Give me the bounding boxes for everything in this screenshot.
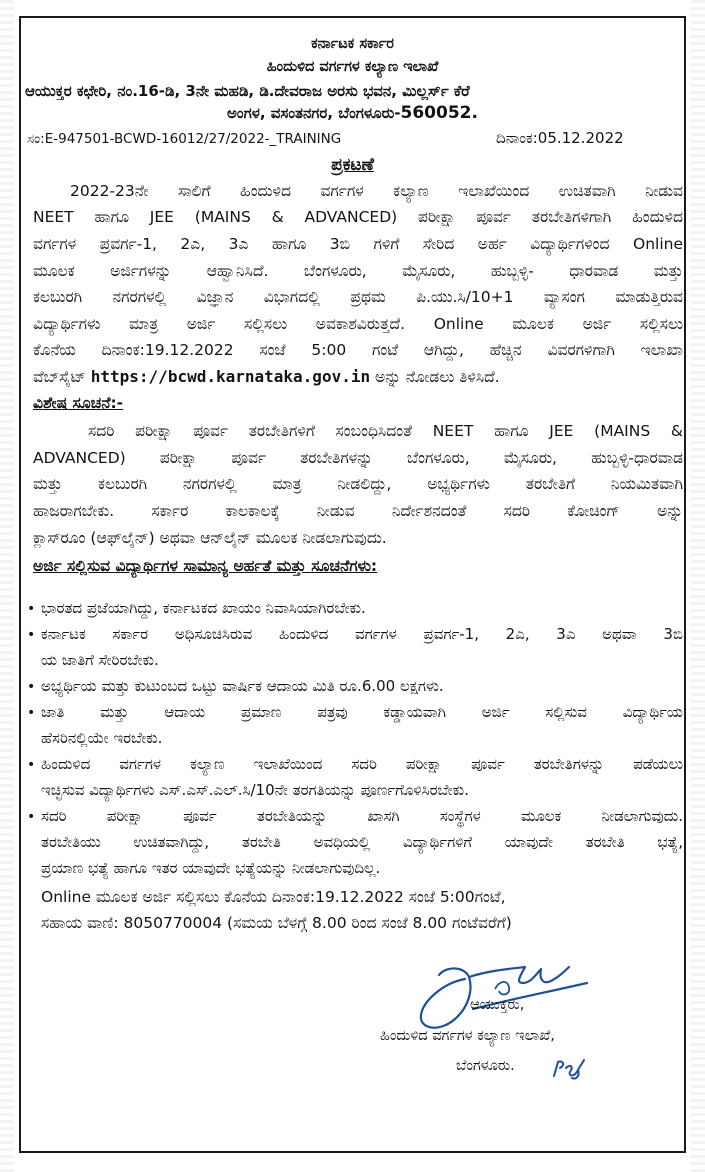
eligibility-item-5-line-2: ಇಚ್ಛಿಸುವ ವಿದ್ಯಾರ್ಥಿಗಳು ಎಸ್.ಎಸ್.ಎಲ್.ಸಿ/10ನೇ ತರಗತಿಯನ್ನು ಪೂರ್ಣಗೊಳಿಸಿರಬೇಕು.: [41, 781, 469, 799]
eligibility-heading: ಅರ್ಜಿ ಸಲ್ಲಿಸುವ ವಿದ್ಯಾರ್ಥಿಗಳ ಸಾಮಾನ್ಯ ಅರ್ಹತೆ ಮತ್ತು ಸೂಚನೆಗಳು:: [33, 557, 378, 575]
government-name: ಕರ್ನಾಟಕ ಸರ್ಕಾರ: [311, 36, 394, 52]
special-note-line-1: ಸದರಿ ಪರೀಕ್ಷಾ ಪೂರ್ವ ತರಬೇತಿಗಳಿಗೆ ಸಂಬಂಧಿಸಿದಂತೆ NEET ಹಾಗೂ JEE (MAINS &: [88, 422, 683, 440]
eligibility-item-4-line-1: ಜಾತಿ ಮತ್ತು ಆದಾಯ ಪ್ರಮಾಣ ಪತ್ರವು ಕಡ್ಡಾಯವಾಗಿ ಅರ್ಜಿ ಸಲ್ಲಿಸುವ ವಿದ್ಯಾರ್ಥಿಯ: [41, 703, 683, 721]
special-note-line-5: ಕ್ಲಾಸ್‌ರೂಂ (ಆಫ್‌ಲೈನ್) ಅಥವಾ ಆನ್‌ಲೈನ್ ಮೂಲಕ ನೀಡಲಾಗುವುದು.: [33, 529, 387, 547]
signature-graphic: [403, 953, 593, 1035]
signatory-department: ಹಿಂದುಳಿದ ವರ್ಗಗಳ ಕಲ್ಯಾಣ ಇಲಾಖೆ,: [380, 1028, 555, 1044]
body-line-1: 2022-23ನೇ ಸಾಲಿಗೆ ಹಿಂದುಳಿದ ವರ್ಗಗಳ ಕಲ್ಯಾಣ ಇಲಾಖೆಯಿಂದ ಉಚಿತವಾಗಿ ನೀಡುವ: [70, 182, 683, 200]
left-scan-edge: [0, 0, 14, 1172]
eligibility-item-6-line-3: ಪ್ರಯಾಣ ಭತ್ಯೆ ಹಾಗೂ ಇತರ ಯಾವುದೇ ಭತ್ಯೆಯನ್ನು ನೀಡಲಾಗುವುದಿಲ್ಲ.: [41, 859, 381, 877]
website-suffix: ಅನ್ನು ನೋಡಲು ತಿಳಿಸಿದೆ.: [370, 368, 500, 386]
eligibility-item-1: ಭಾರತದ ಪ್ರಜೆಯಾಗಿದ್ದು, ಕರ್ನಾಟಕದ ಖಾಯಂ ನಿವಾಸಿಯಾಗಿರಬೇಕು.: [41, 599, 366, 617]
address-locality: ಅಂಗಳ, ವಸಂತನಗರ, ಬೆಂಗಳೂರು-: [227, 104, 401, 122]
office-address-line2: [20, 103, 685, 123]
website-link[interactable]: https://bcwd.karnataka.gov.in: [90, 367, 371, 386]
pincode: 560052.: [400, 103, 478, 123]
body-line-2: NEET ಹಾಗೂ JEE (MAINS & ADVANCED) ಪರೀಕ್ಷಾ ಪೂರ್ವ ತರಬೇತಿಗಳಿಗಾಗಿ ಹಿಂದುಳಿದ: [33, 208, 683, 226]
body-line-6: ವಿದ್ಯಾರ್ಥಿಗಳು ಮಾತ್ರ ಅರ್ಜಿ ಸಲ್ಲಿಸಲು ಅವಕಾಶವಿರುತ್ತದೆ. Online ಮೂಲಕ ಅರ್ಜಿ ಸಲ್ಲಿಸಲು: [33, 315, 683, 333]
signatory-designation: ಆಯುಕ್ತರು,: [470, 997, 525, 1013]
office-address-line1: ಆಯುಕ್ತರ ಕಛೇರಿ, ನಂ.16-ಡಿ, 3ನೇ ಮಹಡಿ, ಡಿ.ದೇವರಾಜ ಅರಸು ಭವನ, ಮಿಲ್ಲರ್ಸ್ ಕೆರೆ: [25, 82, 470, 100]
department-name: ಹಿಂದುಳಿದ ವರ್ಗಗಳ ಕಲ್ಯಾಣ ಇಲಾಖೆ: [266, 59, 439, 75]
bullet-1: •: [27, 601, 36, 617]
deadline-line: Online ಮೂಲಕ ಅರ್ಜಿ ಸಲ್ಲಿಸಲು ಕೊನೆಯ ದಿನಾಂಕ:19.12.2022 ಸಂಜೆ 5:00ಗಂಟೆ,: [41, 888, 506, 906]
eligibility-item-2-line-1: ಕರ್ನಾಟಕ ಸರ್ಕಾರ ಅಧಿಸೂಚಿಸಿರುವ ಹಿಂದುಳಿದ ವರ್ಗಗಳ ಪ್ರವರ್ಗ-1, 2ಎ, 3ಎ ಅಥವಾ 3ಬಿ: [41, 625, 683, 643]
eligibility-item-5-line-1: ಹಿಂದುಳಿದ ವರ್ಗಗಳ ಕಲ್ಯಾಣ ಇಲಾಖೆಯಿಂದ ಸದರಿ ಪರೀಕ್ಷಾ ಪೂರ್ವ ತರಬೇತಿಗಳನ್ನು ಪಡೆಯಲು: [41, 755, 683, 773]
reference-number: ಸಂ:E-947501-BCWD-16012/27/2022-_TRAINING: [27, 131, 342, 147]
eligibility-item-6-line-1: ಸದರಿ ಪರೀಕ್ಷಾ ಪೂರ್ವ ತರಬೇತಿಯನ್ನು ಖಾಸಗಿ ಸಂಸ್ಥೆಗಳ ಮೂಲಕ ನೀಡಲಾಗುವುದು.: [41, 807, 683, 825]
notice-date: ದಿನಾಂಕ:05.12.2022: [496, 129, 624, 147]
website-prefix: ವೆಬ್‌ಸೈಟ್: [33, 368, 91, 386]
helpline-line: ಸಹಾಯ ವಾಣಿ: 8050770004 (ಸಮಯ ಬೆಳಗ್ಗೆ 8.00 ರಿಂದ ಸಂಜೆ 8.00 ಗಂಟೆವರೆಗೆ): [41, 914, 512, 932]
initials-graphic: [550, 1056, 588, 1080]
special-note-line-4: ಹಾಜರಾಗಬೇಕು. ಸರ್ಕಾರ ಕಾಲಕಾಲಕ್ಕೆ ನೀಡುವ ನಿರ್ದೇಶನದಂತೆ ಸದರಿ ಕೋಚಿಂಗ್ ಅನ್ನು: [33, 502, 683, 520]
right-scan-edge: [691, 0, 705, 1172]
notice-title: ಪ್ರಕಟಣೆ: [331, 155, 374, 175]
body-line-3: ವರ್ಗಗಳ ಪ್ರವರ್ಗ-1, 2ಎ, 3ಎ ಹಾಗೂ 3ಬಿ ಗಳಿಗೆ ಸೇರಿದ ಅರ್ಹ ವಿದ್ಯಾರ್ಥಿಗಳಿಂದ Online: [33, 235, 683, 253]
bullet-6: •: [27, 809, 36, 825]
body-line-5: ಕಲಬುರಗಿ ನಗರಗಳಲ್ಲಿ ವಿಜ್ಞಾನ ವಿಭಾಗದಲ್ಲಿ ಪ್ರಥಮ ಪಿ.ಯು.ಸಿ/10+1 ವ್ಯಾಸಂಗ ಮಾಡುತ್ತಿರುವ: [33, 288, 683, 306]
body-line-4: ಮೂಲಕ ಅರ್ಜಿಗಳನ್ನು ಆಹ್ವಾನಿಸಿದೆ. ಬೆಂಗಳೂರು, ಮೈಸೂರು, ಹುಬ್ಬಳ್ಳಿ- ಧಾರವಾಡ ಮತ್ತು: [33, 262, 683, 280]
special-note-heading: ವಿಶೇಷ ಸೂಚನೆ:-: [33, 394, 124, 412]
special-note-line-3: ಮತ್ತು ಕಲಬುರಗಿ ನಗರಗಳಲ್ಲಿ ಮಾತ್ರ ನೀಡಲಿದ್ದು, ಅಭ್ಯರ್ಥಿಗಳು ತರಬೇತಿಗೆ ನಿಯಮಿತವಾಗಿ: [33, 475, 683, 493]
body-line-7: ಕೊನೆಯ ದಿನಾಂಕ:19.12.2022 ಸಂಜೆ 5:00 ಗಂಟೆ ಆಗಿದ್ದು, ಹೆಚ್ಚಿನ ವಿವರಗಳಿಗಾಗಿ ಇಲಾಖಾ: [33, 341, 683, 359]
bullet-4: •: [27, 705, 36, 721]
bullet-2: •: [27, 627, 36, 643]
body-line-website: [33, 367, 683, 387]
bullet-5: •: [27, 757, 36, 773]
eligibility-item-6-line-2: ತರಬೇತಿಯು ಉಚಿತವಾಗಿದ್ದು, ತರಬೇತಿ ಅವಧಿಯಲ್ಲಿ ವಿದ್ಯಾರ್ಥಿಗಳಿಗೆ ಯಾವುದೇ ತರಬೇತಿ ಭತ್ಯೆ,: [41, 833, 683, 851]
signatory-place: ಬೆಂಗಳೂರು.: [456, 1058, 515, 1074]
special-note-line-2: ADVANCED) ಪರೀಕ್ಷಾ ಪೂರ್ವ ತರಬೇತಿಗಳನ್ನು ಬೆಂಗಳೂರು, ಮೈಸೂರು, ಹುಬ್ಬಳ್ಳಿ-ಧಾರವಾಡ: [33, 449, 683, 467]
bullet-3: •: [27, 679, 36, 695]
eligibility-item-4-line-2: ಹೆಸರಿನಲ್ಲಿಯೇ ಇರಬೇಕು.: [41, 729, 163, 747]
eligibility-item-3: ಅಭ್ಯರ್ಥಿಯ ಮತ್ತು ಕುಟುಂಬದ ಒಟ್ಟು ವಾರ್ಷಿಕ ಆದಾಯ ಮಿತಿ ರೂ.6.00 ಲಕ್ಷಗಳು.: [41, 677, 444, 695]
eligibility-item-2-line-2: ಯ ಜಾತಿಗೆ ಸೇರಿರಬೇಕು.: [41, 651, 159, 669]
